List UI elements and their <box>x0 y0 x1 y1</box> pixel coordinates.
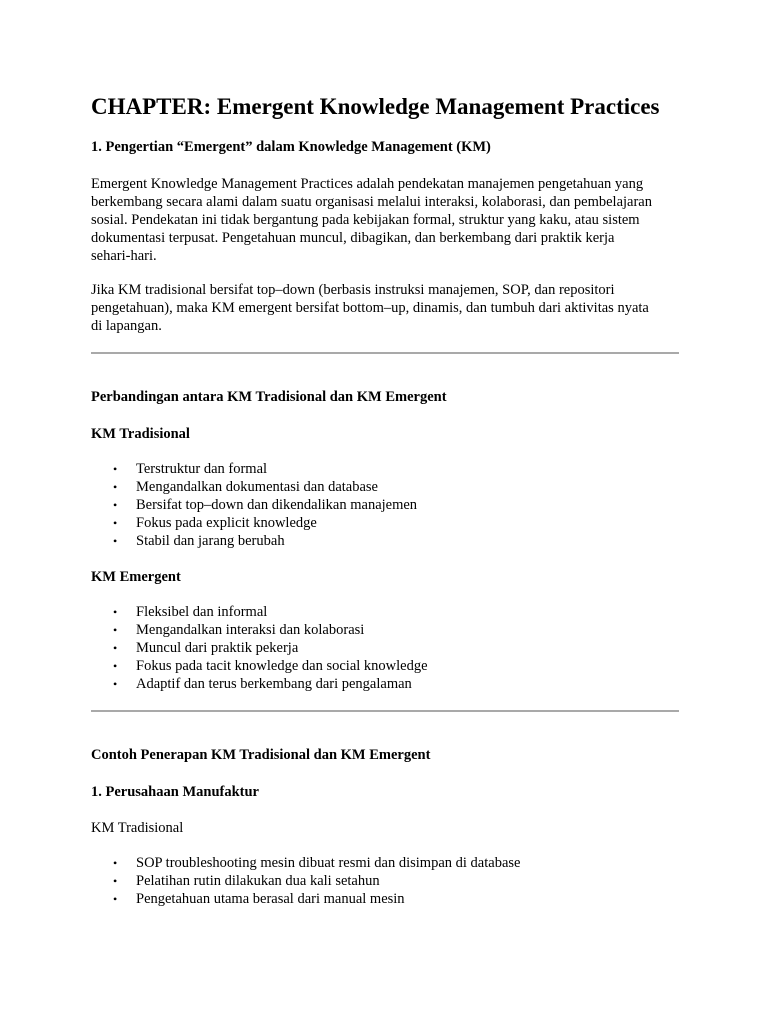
bullet-icon: • <box>113 677 118 691</box>
page-title: CHAPTER: Emergent Knowledge Management Practices <box>91 94 660 119</box>
paragraph-comparison-intro <box>91 281 679 335</box>
list-item-text: Adaptif dan terus berkembang dari pengalaman <box>136 676 412 692</box>
list-item <box>91 496 417 514</box>
list-km-emergent <box>91 603 428 693</box>
list-item-text: Fokus pada explicit knowledge <box>136 515 317 531</box>
list-item-text: Fokus pada tacit knowledge dan social knowledge <box>136 658 428 674</box>
paragraph-line: dokumentasi terpusat. Pengetahuan muncul, dibagikan, dan berkembang dari praktik kerja <box>91 230 615 246</box>
section-heading-pengertian: 1. Pengertian “Emergent” dalam Knowledge Management (KM) <box>91 139 491 155</box>
list-item <box>91 675 428 693</box>
list-item-text: Stabil dan jarang berubah <box>136 533 285 549</box>
list-item-text: Mengandalkan dokumentasi dan database <box>136 479 378 495</box>
bullet-icon: • <box>113 498 118 512</box>
list-item <box>91 854 520 872</box>
paragraph-line: pengetahuan), maka KM emergent bersifat bottom–up, dinamis, dan tumbuh dari aktivitas nyata <box>91 300 649 316</box>
list-item-text: Muncul dari praktik pekerja <box>136 640 299 656</box>
bullet-icon: • <box>113 892 118 906</box>
bullet-icon: • <box>113 641 118 655</box>
paragraph-line: di lapangan. <box>91 318 162 334</box>
list-item-text: SOP troubleshooting mesin dibuat resmi dan disimpan di database <box>136 855 521 871</box>
list-item <box>91 890 520 908</box>
paragraph-line: berkembang secara alami dalam suatu organisasi melalui interaksi, kolaborasi, dan pembelajaran <box>91 194 652 210</box>
section-heading-contoh: Contoh Penerapan KM Tradisional dan KM Emergent <box>91 747 431 763</box>
paragraph-line: sosial. Pendekatan ini tidak bergantung pada kebijakan formal, struktur yang kaku, atau sistem <box>91 212 640 228</box>
paragraph-line: sehari-hari. <box>91 248 157 264</box>
list-item <box>91 621 428 639</box>
bullet-icon: • <box>113 605 118 619</box>
list-manufaktur-tradisional <box>91 854 520 908</box>
list-item <box>91 532 417 550</box>
horizontal-divider <box>91 710 679 712</box>
section-heading-perbandingan: Perbandingan antara KM Tradisional dan KM Emergent <box>91 389 447 405</box>
list-item <box>91 639 428 657</box>
list-km-tradisional <box>91 460 417 550</box>
list-item-text: Terstruktur dan formal <box>136 461 268 477</box>
paragraph-line: Jika KM tradisional bersifat top–down (berbasis instruksi manajemen, SOP, dan repositori <box>91 282 615 298</box>
list-item-text: Pengetahuan utama berasal dari manual mesin <box>136 891 405 907</box>
subheading-perusahaan-manufaktur: 1. Perusahaan Manufaktur <box>91 784 259 800</box>
horizontal-divider <box>91 352 679 354</box>
list-item <box>91 478 417 496</box>
list-item <box>91 514 417 532</box>
bullet-icon: • <box>113 659 118 673</box>
list-item-text: Fleksibel dan informal <box>136 604 268 620</box>
list-item <box>91 657 428 675</box>
bullet-icon: • <box>113 462 118 476</box>
subheading-km-tradisional: KM Tradisional <box>91 426 190 442</box>
list-item <box>91 460 417 478</box>
bullet-icon: • <box>113 856 118 870</box>
list-item <box>91 603 428 621</box>
bullet-icon: • <box>113 534 118 548</box>
label-km-tradisional: KM Tradisional <box>91 820 184 836</box>
list-item-text: Mengandalkan interaksi dan kolaborasi <box>136 622 365 638</box>
list-item-text: Bersifat top–down dan dikendalikan manajemen <box>136 497 418 513</box>
list-item <box>91 872 520 890</box>
bullet-icon: • <box>113 623 118 637</box>
bullet-icon: • <box>113 480 118 494</box>
bullet-icon: • <box>113 516 118 530</box>
bullet-icon: • <box>113 874 118 888</box>
paragraph-line: Emergent Knowledge Management Practices adalah pendekatan manajemen pengetahuan yang <box>91 176 644 192</box>
list-item-text: Pelatihan rutin dilakukan dua kali setahun <box>136 873 380 889</box>
paragraph-definition <box>91 175 679 265</box>
subheading-km-emergent: KM Emergent <box>91 569 181 585</box>
